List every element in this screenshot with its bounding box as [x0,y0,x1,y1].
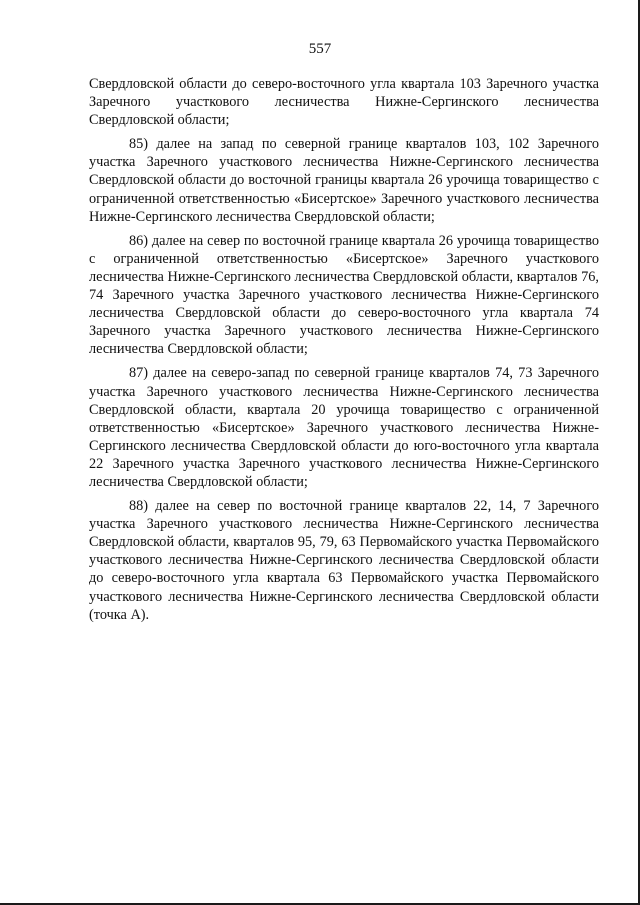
paragraph-item-85: 85) далее на запад по северной границе кварталов 103, 102 Заречного участка Заречного участкового лесничества Нижне-Сергинского лесничества Свердловской области до восточной границы квартала 26 урочища товарищество с ограниченной ответственностью «Бисертское» Заречного участкового лесничества Нижне-Сергинского лесничества Свердловской области; [89,136,599,225]
document-body [89,75,599,624]
paragraph-item-86: 86) далее на север по восточной границе квартала 26 урочища товарищество с ограниченной ответственностью «Бисертское» Заречного участкового лесничества Нижне-Сергинского лесничества Свердловской области, кварталов 76, 74 Заречного участка Заречного участкового лесничества Нижне-Сергинского лесничества Свердловской области до северо-восточного угла квартала 74 Заречного участка Заречного участкового лесничества Нижне-Сергинского лесничества Свердловской области; [89,232,599,358]
paragraph-item-88: 88) далее на север по восточной границе кварталов 22, 14, 7 Заречного участка Заречного участкового лесничества Нижне-Сергинского лесничества Свердловской области, кварталов 95, 79, 63 Первомайского участка Первомайского участкового лесничества Нижне-Сергинского лесничества Свердловской области до северо-восточного угла квартала 63 Первомайского участка Первомайского участкового лесничества Нижне-Сергинского лесничества Свердловской области (точка А). [89,498,599,623]
paragraph-item-87: 87) далее на северо-запад по северной границе кварталов 74, 73 Заречного участка Заречного участкового лесничества Нижне-Сергинского лесничества Свердловской области, квартала 20 урочища товарищество с ограниченной ответственностью «Бисертское» Заречного участкового лесничества Нижне-Сергинского лесничества Свердловской области до юго-восточного угла квартала 22 Заречного участка Заречного участкового лесничества Нижне-Сергинского лесничества Свердловской области; [89,365,599,490]
paragraph-continuation: Свердловской области до северо-восточного угла квартала 103 Заречного участка Заречного участкового лесничества Нижне-Сергинского лесничества Свердловской области; [89,76,599,129]
page-number: 557 [308,41,332,57]
